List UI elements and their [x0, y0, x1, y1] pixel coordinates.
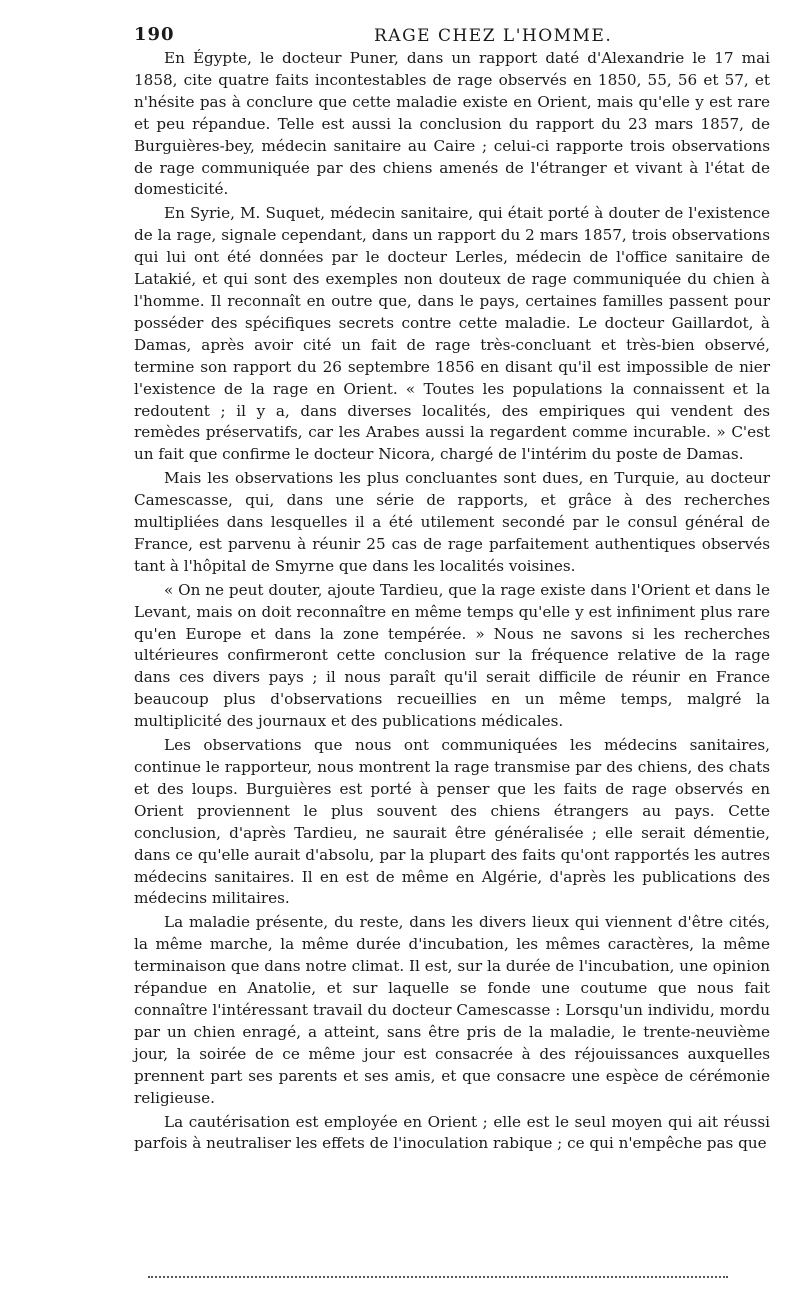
page-header — [134, 18, 770, 48]
paragraph: La maladie présente, du reste, dans les divers lieux qui viennent d'être cités, la même marche, la même durée d'incubation, les mêmes caractères, la même terminaison que dans notre climat. Il est, sur la durée de l'incubation, une opinion répandue en Anatolie, et sur laquelle se fonde une coutume que nous fait connaître l'intéressant travail du docteur Camescasse : Lorsqu'un individu, mordu par un chien enragé, a atteint, sans être pris de la maladie, le trente-neuvième jour, la soirée de ce même jour est consacrée à des réjouissances auxquelles prennent part ses parents et ses amis, et que consacre une espèce de cérémonie religieuse. — [134, 913, 770, 1107]
running-title: RAGE CHEZ L'HOMME. — [374, 26, 613, 46]
paragraph: Les observations que nous ont communiquées les médecins sanitaires, continue le rapporteur, nous montrent la rage transmise par des chiens, des chats et des loups. Burguières est porté à penser que les faits de rage observés en Orient proviennent le plus souvent des chiens étrangers au pays. Cette conclusion, d'après Tardieu, ne saurait être généralisée ; elle serait démentie, dans ce qu'elle aurait d'absolu, par la plupart des faits qu'ont rapportés les autres médecins sanitaires. Il en est de même en Algérie, d'après les publications des médecins militaires. — [134, 736, 770, 908]
body-text — [134, 48, 770, 1155]
footer-dotted-rule — [148, 1276, 728, 1278]
paragraph: « On ne peut douter, ajoute Tardieu, que la rage existe dans l'Orient et dans le Levant, mais on doit reconnaître en même temps qu'elle y est infiniment plus rare qu'en Europe et dans la zone tempérée. » Nous ne savons si les recherches ultérieures confirmeront cette conclusion sur la fréquence relative de la rage dans ces divers pays ; il nous paraît qu'il serait difficile de réunir en France beaucoup plus d'observations recueillies en un même temps, malgré la multiplicité des journaux et des publications médicales. — [134, 580, 770, 731]
page-number: 190 — [134, 24, 175, 45]
paragraph: Mais les observations les plus concluantes sont dues, en Turquie, au docteur Camescasse, qui, dans une série de rapports, et grâce à des recherches multipliées dans lesquelles il a été utilement secondé par le consul général de France, est parvenu à réunir 25 cas de rage parfaitement authentiques observés tant à l'hôpital de Smyrne que dans les localités voisines. — [134, 469, 770, 575]
paragraph: En Syrie, M. Suquet, médecin sanitaire, qui était porté à douter de l'existence de la rage, signale cependant, dans un rapport du 2 mars 1857, trois observations qui lui ont été données par le docteur Lerles, médecin de l'office sanitaire de Latakié, et qui sont des exemples non douteux de rage communiquée du chien à l'homme. Il reconnaît en outre que, dans le pays, certaines familles passent pour posséder des spécifiques secrets contre cette maladie. Le docteur Gaillardot, à Damas, après avoir cité un fait de rage très-concluant et très-bien observé, termine son rapport du 26 septembre 1856 en disant qu'il est impossible de nier l'existence de la rage en Orient. « Toutes les populations la connaissent et la redoutent ; il y a, dans diverses localités, des empiriques qui vendent des remèdes préservatifs, car les Arabes aussi la regardent comme incurable. » C'est un fait que confirme le docteur Nicora, chargé de l'intérim du poste de Damas. — [134, 204, 770, 464]
paragraph: La cautérisation est employée en Orient ; elle est le seul moyen qui ait réussi parfois à neutraliser les effets de l'inoculation rabique ; ce qui n'empêche pas que — [134, 1112, 770, 1153]
book-page — [134, 18, 770, 1155]
paragraph: En Égypte, le docteur Puner, dans un rapport daté d'Alexandrie le 17 mai 1858, cite quatre faits incontestables de rage observés en 1850, 55, 56 et 57, et n'hésite pas à conclure que cette maladie existe en Orient, mais qu'elle y est rare et peu répandue. Telle est aussi la conclusion du rapport du 23 mars 1857, de Burguières-bey, médecin sanitaire au Caire ; celui-ci rapporte trois observations de rage communiquée par des chiens amenés de l'étranger et vivant à l'état de domesticité. — [134, 49, 770, 199]
